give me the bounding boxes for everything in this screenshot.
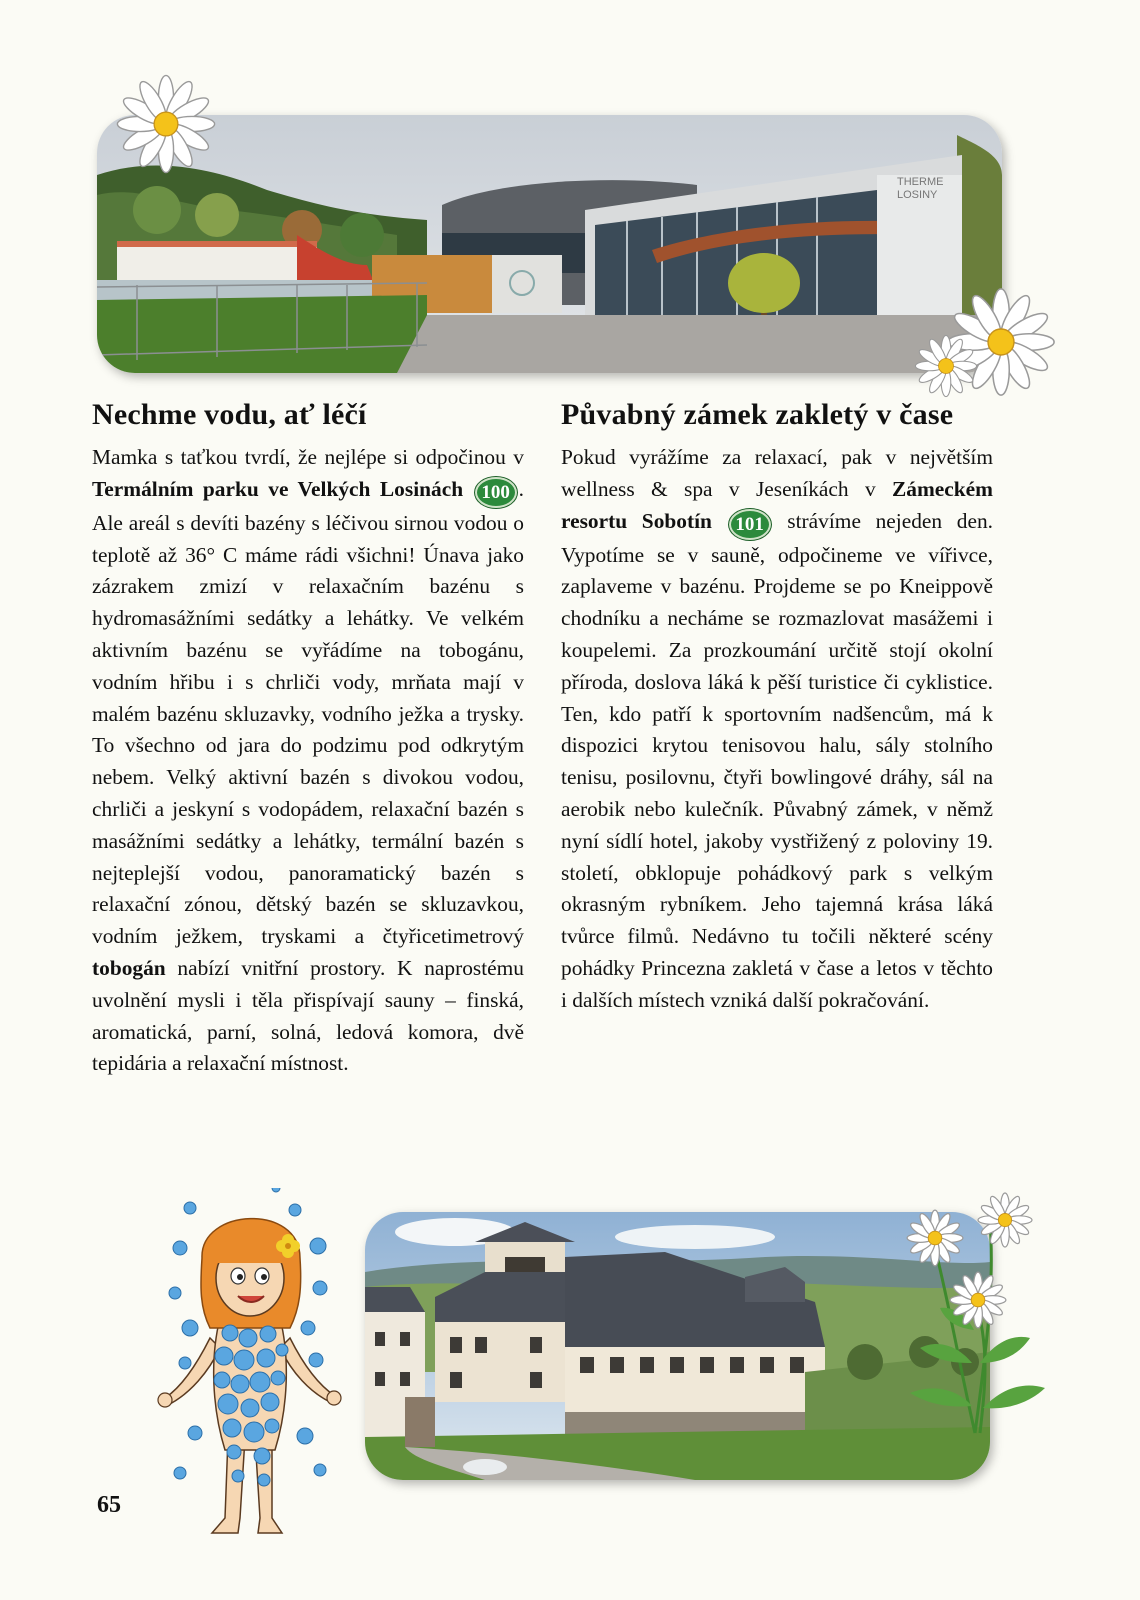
thermal-park-name: Termálním parku ve Velkých Losinách (92, 476, 464, 501)
left-article-title: Nechme vodu, ať léčí (92, 398, 367, 431)
left-article (92, 398, 524, 1080)
slide-keyword: tobogán (92, 955, 166, 980)
therme-sign-line1: THERME (897, 176, 944, 188)
page-number: 65 (97, 1492, 121, 1518)
daisy-bouquet-icon (880, 1178, 1070, 1440)
right-article-body (561, 442, 993, 1017)
location-number-badge: 101 (729, 509, 771, 540)
location-number-badge: 100 (475, 477, 517, 508)
left-article-body (92, 442, 524, 1080)
therme-sign-line2: LOSINY (897, 189, 938, 201)
resort-name: Zámeckém resortu Sobotín (561, 476, 993, 533)
right-body-part: Pokud vyrážíme za relaxací, pak v největším wellness & spa v Jeseníkách v (561, 445, 993, 501)
right-body-part: strávíme nejeden den. Vypotíme se v sauně, odpočineme ve vířivce, zaplaveme v bazénu. Projdeme se po Kneippově chodníku a necháme se rozmazlovat masážemi i koupelemi. Za prozkoumání určitě stojí okolní příroda, doslova láká k pěší turistice či cyklistice. Ten, kdo patří k sportovním nadšencům, má k dispozici krytou tenisovou halu, sály stolního tenisu, posilovnu, čtyři bowlingové dráhy, sál na aerobik nebo kulečník. Půvabný zámek, v němž nyní sídlí hotel, jakoby vystřižený z poloviny 19. století, obklopuje pohádkový park s velkým okrasným rybníkem. Jeho tajemná krása láká tvůrce filmů. Nedávno tu točili některé scény pohádky Princezna zakletá v čase a letos v těchto i dalších místech vzniká další pokračování. (561, 508, 993, 1012)
right-article (561, 398, 993, 1017)
left-body-part: . Ale areál s devíti bazény s léčivou sirnou vodou o teplotě až 36° C máme rádi všichni! Únava jako zázrakem zmizí v relaxačním bazénu s hydromasážními sedátky a lehátky. Ve velkém aktivním bazénu se vyřádíme na tobogánu, vodním hřibu i s chrliči vody, mrňata mají v malém bazénu skluzavky, vodního ježka a trysky. To všechno od jara do podzimu pod odkrytým nebem. Velký aktivní bazén s divokou vodou, chrliči a jeskyní s vodopádem, relaxační bazén s masážními sedátky a lehátky, termální bazén s nejteplejší vodou, panoramatický bazén s relaxační zónou, dětský bazén se skluzavkou, vodním ježkem, tryskami a čtyřicetimetrový (92, 476, 524, 949)
right-article-title: Půvabný zámek zakletý v čase (561, 398, 954, 431)
therme-losiny-photo (97, 115, 1002, 373)
left-body-part: nabízí vnitřní prostory. K naprostému uvolnění mysli i těla přispívají sauny – finská, aromatická, parní, solná, ledová komora, dvě tepidária a relaxační místnost. (92, 955, 524, 1076)
daisy-flower-icon (112, 70, 220, 178)
bubble-girl-illustration (150, 1188, 350, 1548)
daisy-flower-icon (912, 332, 980, 400)
left-body-part: Mamka s taťkou tvrdí, že nejlépe si odpočinou v (92, 445, 524, 469)
